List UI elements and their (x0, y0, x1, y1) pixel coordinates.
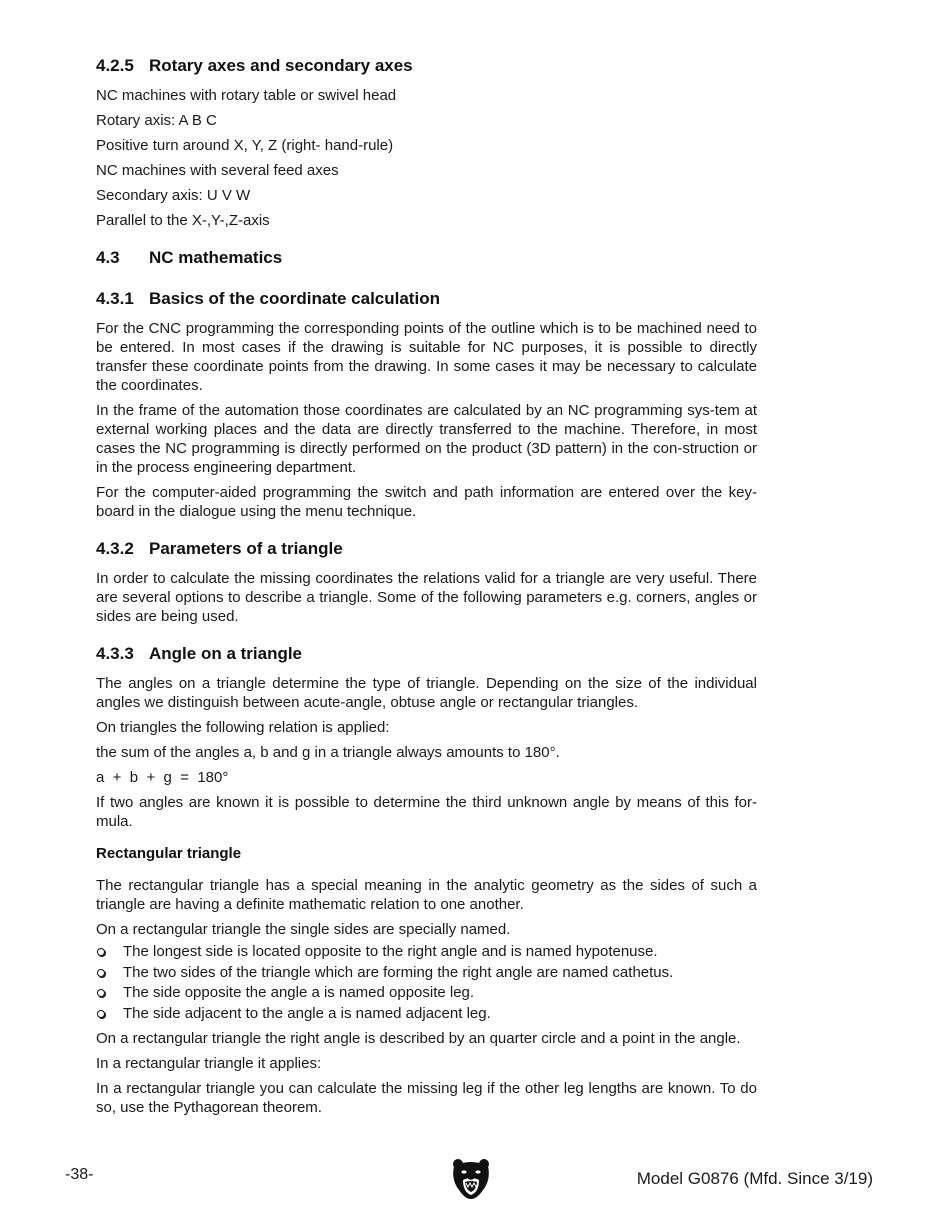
text-line: NC machines with rotary table or swivel head (96, 87, 397, 104)
paragraph: In order to calculate the missing coordinates the relations valid for a triangle are very useful. There are several options to describe a triangle. Some of the following parameters e.g. corners, angles or sides are being used. (96, 570, 757, 625)
list-item-text: The two sides of the triangle which are forming the right angle are named cathetus. (123, 963, 674, 981)
section-title: Angle on a triangle (149, 644, 303, 663)
section-title: Rotary axes and secondary axes (149, 56, 413, 75)
hollow-bullet-icon (97, 989, 105, 997)
paragraph: For the computer-aided programming the switch and path information are entered over the key-board in the dialogue using the menu technique. (96, 484, 757, 520)
side-names-list (96, 942, 757, 1024)
grizzly-bear-head-logo-icon (451, 1158, 491, 1200)
section-title: NC mathematics (149, 248, 283, 267)
text-line: Positive turn around X, Y, Z (right- hand-rule) (96, 137, 394, 154)
text-line: NC machines with several feed axes (96, 162, 339, 179)
paragraph: the sum of the angles a, b and g in a triangle always amounts to 180°. (96, 744, 560, 761)
paragraph: In the frame of the automation those coordinates are calculated by an NC programming sys-tem at external working places and the data are directly transferred to the machine. Therefore, in most cases the NC programming is directly performed on the product (3D pattern) in the con-struction or in the process engineering department. (96, 402, 757, 476)
section-heading-4-2-5 (96, 54, 757, 78)
paragraph: For the CNC programming the corresponding points of the outline which is to be machined need to be entered. In most cases if the drawing is suitable for NC purposes, it is possible to directly transfer these coordinate points from the drawing. In some cases it may be necessary to calculate the coordinates. (96, 320, 757, 394)
section-heading-4-3-3 (96, 642, 757, 666)
section-number: 4.3 (96, 248, 120, 267)
hollow-bullet-icon (97, 969, 105, 977)
paragraph: The angles on a triangle determine the type of triangle. Depending on the size of the individual angles we distinguish between acute-angle, obtuse angle or rectangular triangles. (96, 675, 757, 711)
section-number: 4.3.1 (96, 289, 134, 308)
list-item-text: The longest side is located opposite to the right angle and is named hypotenuse. (123, 943, 658, 960)
text-line: Rotary axis: A B C (96, 112, 217, 129)
section-heading-4-3-1 (96, 287, 757, 311)
section-title: Basics of the coordinate calculation (149, 289, 440, 308)
subheading-rectangular-triangle: Rectangular triangle (96, 845, 242, 862)
page-number: -38- (65, 1166, 94, 1183)
section-heading-4-3 (96, 246, 757, 270)
paragraph: On triangles the following relation is applied: (96, 719, 390, 736)
list-item-text: The side adjacent to the angle a is named adjacent leg. (123, 1004, 491, 1022)
list-item (96, 963, 757, 984)
rotary-axes-list (96, 86, 757, 230)
model-label: Model G0876 (Mfd. Since 3/19) (636, 1169, 873, 1188)
hollow-bullet-icon (97, 1010, 105, 1018)
list-item-text: The side opposite the angle a is named opposite leg. (123, 984, 475, 1001)
section-number: 4.2.5 (96, 56, 134, 75)
text-line: Secondary axis: U V W (96, 187, 251, 204)
section-heading-4-3-2 (96, 537, 757, 561)
section-number: 4.3.3 (96, 644, 134, 663)
section-number: 4.3.2 (96, 539, 134, 558)
paragraph: On a rectangular triangle the single sides are specially named. (96, 921, 511, 938)
list-item (96, 983, 757, 1004)
hollow-bullet-icon (97, 948, 105, 956)
paragraph: The rectangular triangle has a special meaning in the analytic geometry as the sides of such a triangle are having a definite mathematic relation to one another. (96, 877, 757, 913)
paragraph: If two angles are known it is possible to determine the third unknown angle by means of this for-mula. (96, 794, 757, 830)
text-line: Parallel to the X-,Y-,Z-axis (96, 212, 270, 229)
section-title: Parameters of a triangle (149, 539, 343, 558)
paragraph: In a rectangular triangle it applies: (96, 1055, 322, 1072)
paragraph: In a rectangular triangle you can calculate the missing leg if the other leg lengths are known. To do so, use the Pythagorean theorem. (96, 1080, 757, 1116)
angle-sum-formula: a + b + g = 180° (96, 769, 229, 786)
list-item (96, 1004, 757, 1025)
paragraph: On a rectangular triangle the right angle is described by an quarter circle and a point in the angle. (96, 1030, 741, 1047)
list-item (96, 942, 757, 963)
page-content (96, 52, 757, 1117)
